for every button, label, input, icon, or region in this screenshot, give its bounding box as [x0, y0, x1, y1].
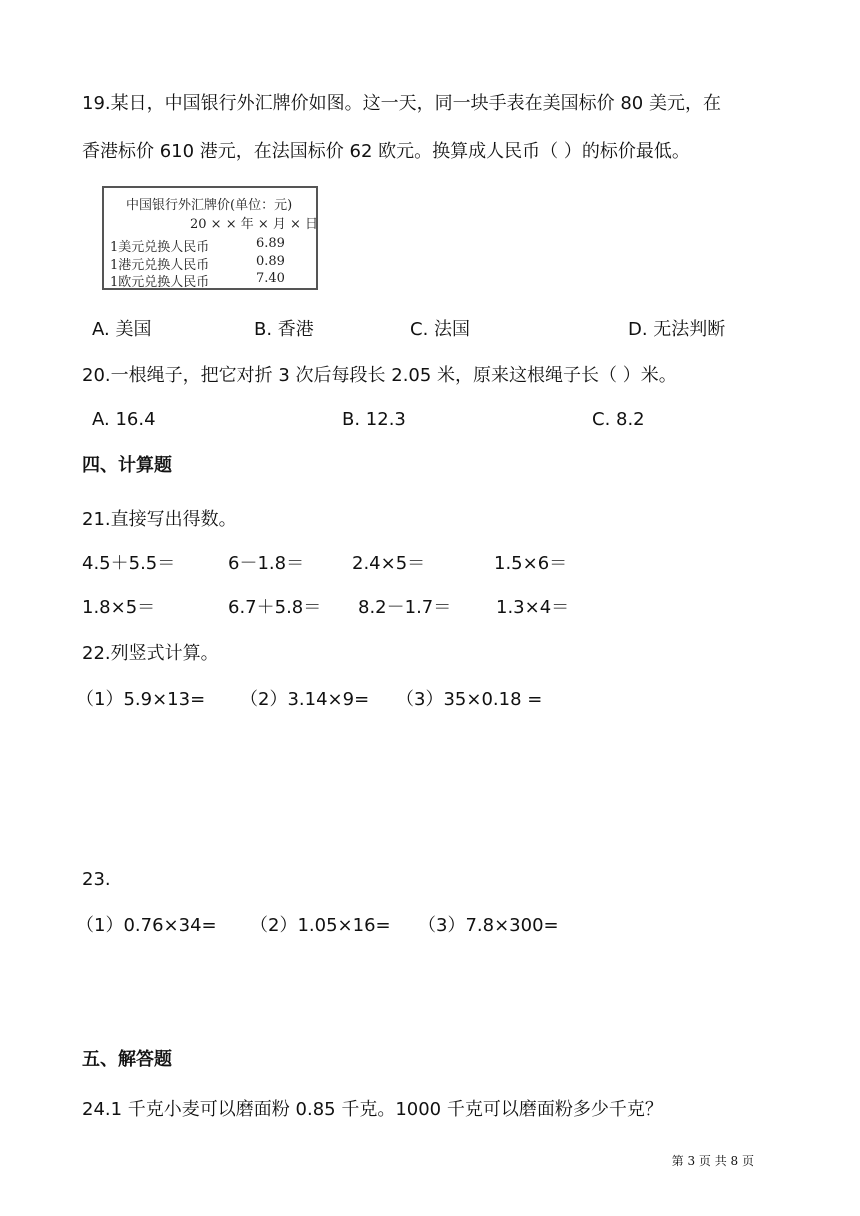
q23-text: 23. — [82, 869, 111, 890]
q19-line2: 香港标价 610 港元，在法国标价 62 欧元。换算成人民币（ ）的标价最低。 — [82, 141, 690, 162]
q22-item3: （3）35×0.18 = — [396, 689, 543, 710]
q22-text: 22.列竖式计算。 — [82, 643, 219, 664]
q23-item2: （2）1.05×16= — [250, 915, 391, 936]
q21-text: 21.直接写出得数。 — [82, 509, 237, 530]
q19-option-a: A. 美国 — [92, 319, 152, 340]
exchange-table-title: 中国银行外汇牌价(单位：元) — [126, 198, 293, 213]
q19-option-b: B. 香港 — [254, 319, 314, 340]
q21-r2-item4: 1.3×4＝ — [496, 597, 570, 618]
q21-r1-item2: 6－1.8＝ — [228, 553, 305, 574]
exchange-row-value-hkd: 0.89 — [256, 254, 285, 269]
exchange-row-label-usd: 1美元兑换人民币 — [110, 240, 210, 255]
exchange-table-date: 20 × × 年 × 月 × 日 — [190, 217, 319, 232]
q22-item2: （2）3.14×9= — [240, 689, 370, 710]
exchange-row-label-eur: 1欧元兑换人民币 — [110, 275, 210, 290]
q23-item3: （3）7.8×300= — [418, 915, 559, 936]
q20-option-a: A. 16.4 — [92, 409, 156, 430]
q24-text: 24.1 千克小麦可以磨面粉 0.85 千克。1000 千克可以磨面粉多少千克？ — [82, 1099, 663, 1120]
q21-r1-item4: 1.5×6＝ — [494, 553, 568, 574]
exchange-rate-table — [102, 186, 318, 290]
section-heading-answers: 五、解答题 — [82, 1049, 172, 1070]
q21-r1-item1: 4.5＋5.5＝ — [82, 553, 176, 574]
exchange-row-label-hkd: 1港元兑换人民币 — [110, 258, 210, 273]
q19-line1: 19.某日，中国银行外汇牌价如图。这一天，同一块手表在美国标价 80 美元，在 — [82, 93, 721, 114]
q22-item1: （1）5.9×13= — [76, 689, 206, 710]
section-heading-calculation: 四、计算题 — [82, 455, 172, 476]
q21-r2-item1: 1.8×5＝ — [82, 597, 156, 618]
q23-item1: （1）0.76×34= — [76, 915, 217, 936]
q20-option-c: C. 8.2 — [592, 409, 645, 430]
exchange-row-value-usd: 6.89 — [256, 236, 285, 251]
q20-option-b: B. 12.3 — [342, 409, 406, 430]
q21-r2-item2: 6.7＋5.8＝ — [228, 597, 322, 618]
q21-r1-item3: 2.4×5＝ — [352, 553, 426, 574]
q19-option-c: C. 法国 — [410, 319, 471, 340]
q21-r2-item3: 8.2－1.7＝ — [358, 597, 452, 618]
page-footer: 第 3 页 共 8 页 — [671, 1154, 754, 1168]
exchange-row-value-eur: 7.40 — [256, 271, 285, 286]
q20-text: 20.一根绳子，把它对折 3 次后每段长 2.05 米，原来这根绳子长（ ）米。 — [82, 365, 677, 386]
q19-option-d: D. 无法判断 — [628, 319, 726, 340]
